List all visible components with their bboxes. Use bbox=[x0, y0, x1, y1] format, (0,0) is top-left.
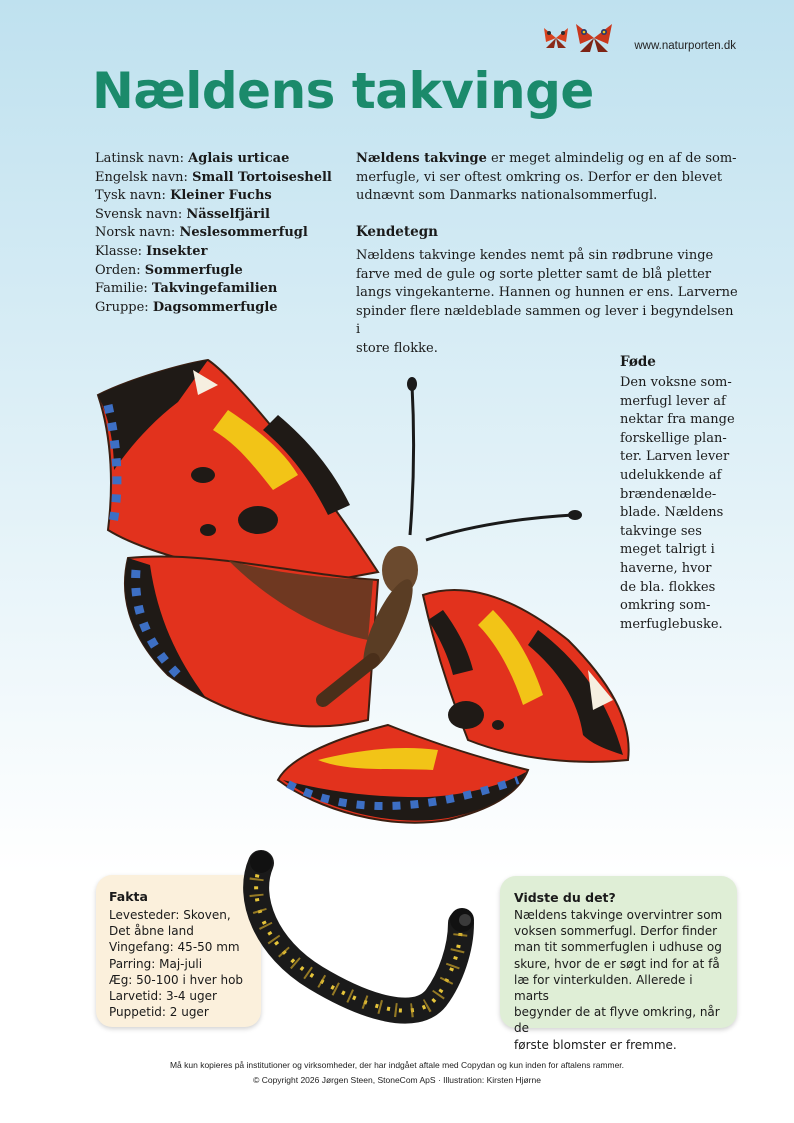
species-names-list bbox=[95, 150, 332, 317]
fakta-list: Levesteder: Skoven, Det åbne land Vingefang: 45-50 mm Parring: Maj-juli Æg: 50-100 i hver hob Larvetid: 3-4 uger Puppetid: 2 uger bbox=[109, 908, 244, 1020]
name-row-latin: Latinsk navn: Aglais urticae bbox=[95, 151, 290, 166]
page-title: Nældens takvinge bbox=[92, 62, 594, 120]
name-row-english: Engelsk navn: Small Tortoiseshell bbox=[95, 169, 332, 185]
fode-heading: Føde bbox=[620, 354, 656, 370]
did-you-know-heading: Vidste du det? bbox=[514, 890, 616, 905]
copy-notice: Må kun kopieres på institutioner og virksomheder, der har indgået aftale med Copydan og kun inden for aftalens rammer. bbox=[169, 1060, 625, 1070]
fakta-heading: Fakta bbox=[109, 889, 148, 904]
fode-paragraph: Den voksne som- merfugl lever af nektar fra mange forskellige plan- ter. Larven lever udelukkende af brændenælde- blade. Nældens takvinge ses meget talrigt i haverne, hvor de bla. flokkes omkring som- merfuglebuske. bbox=[620, 375, 735, 632]
name-row-family: Familie: Takvingefamilien bbox=[95, 281, 278, 297]
caterpillar-illustration bbox=[236, 848, 476, 1028]
copyright: © Copyright 2026 Jørgen Steen, StoneCom ApS · Illustration: Kirsten Hjørne bbox=[253, 1075, 541, 1085]
name-row-norwegian: Norsk navn: Neslesommerfugl bbox=[95, 225, 308, 241]
name-row-class: Klasse: Insekter bbox=[95, 243, 208, 259]
name-row-german: Tysk navn: Kleiner Fuchs bbox=[95, 188, 272, 204]
name-row-group: Gruppe: Dagsommerfugle bbox=[95, 299, 278, 315]
did-you-know-text: Nældens takvinge overvintrer som voksen sommerfugl. Derfor finder man tit sommerfuglen i udhuse og skure, hvor de er søgt ind for at få læ for vinterkulden. Allerede i marts begynder de at flyve omkring, når de første blomster er fremme. bbox=[514, 908, 723, 1052]
kendetegn-heading: Kendetegn bbox=[356, 224, 438, 240]
site-url[interactable]: www.naturporten.dk bbox=[634, 40, 736, 52]
intro-paragraph: Nældens takvinge er meget almindelig og en af de som- merfugle, vi ser oftest omkring os. Derfor er den blevet udnævnt som Danmarks nationalsommerfugl. bbox=[356, 151, 737, 204]
kendetegn-paragraph: Nældens takvinge kendes nemt på sin rødbrune vinge farve med de gule og sorte pletter samt de blå pletter langs vingekanterne. Hannen og hunnen er ens. Larverne spinder flere nældeblade sammen og lever i begyndelsen i store flokke. bbox=[356, 248, 738, 356]
butterflies-logo-icon bbox=[538, 18, 618, 58]
butterfly-illustration bbox=[88, 340, 648, 870]
name-row-order: Orden: Sommerfugle bbox=[95, 262, 243, 278]
name-row-swedish: Svensk navn: Nässelfjäril bbox=[95, 206, 270, 222]
did-you-know-box bbox=[500, 876, 737, 1052]
footer bbox=[0, 1058, 794, 1088]
